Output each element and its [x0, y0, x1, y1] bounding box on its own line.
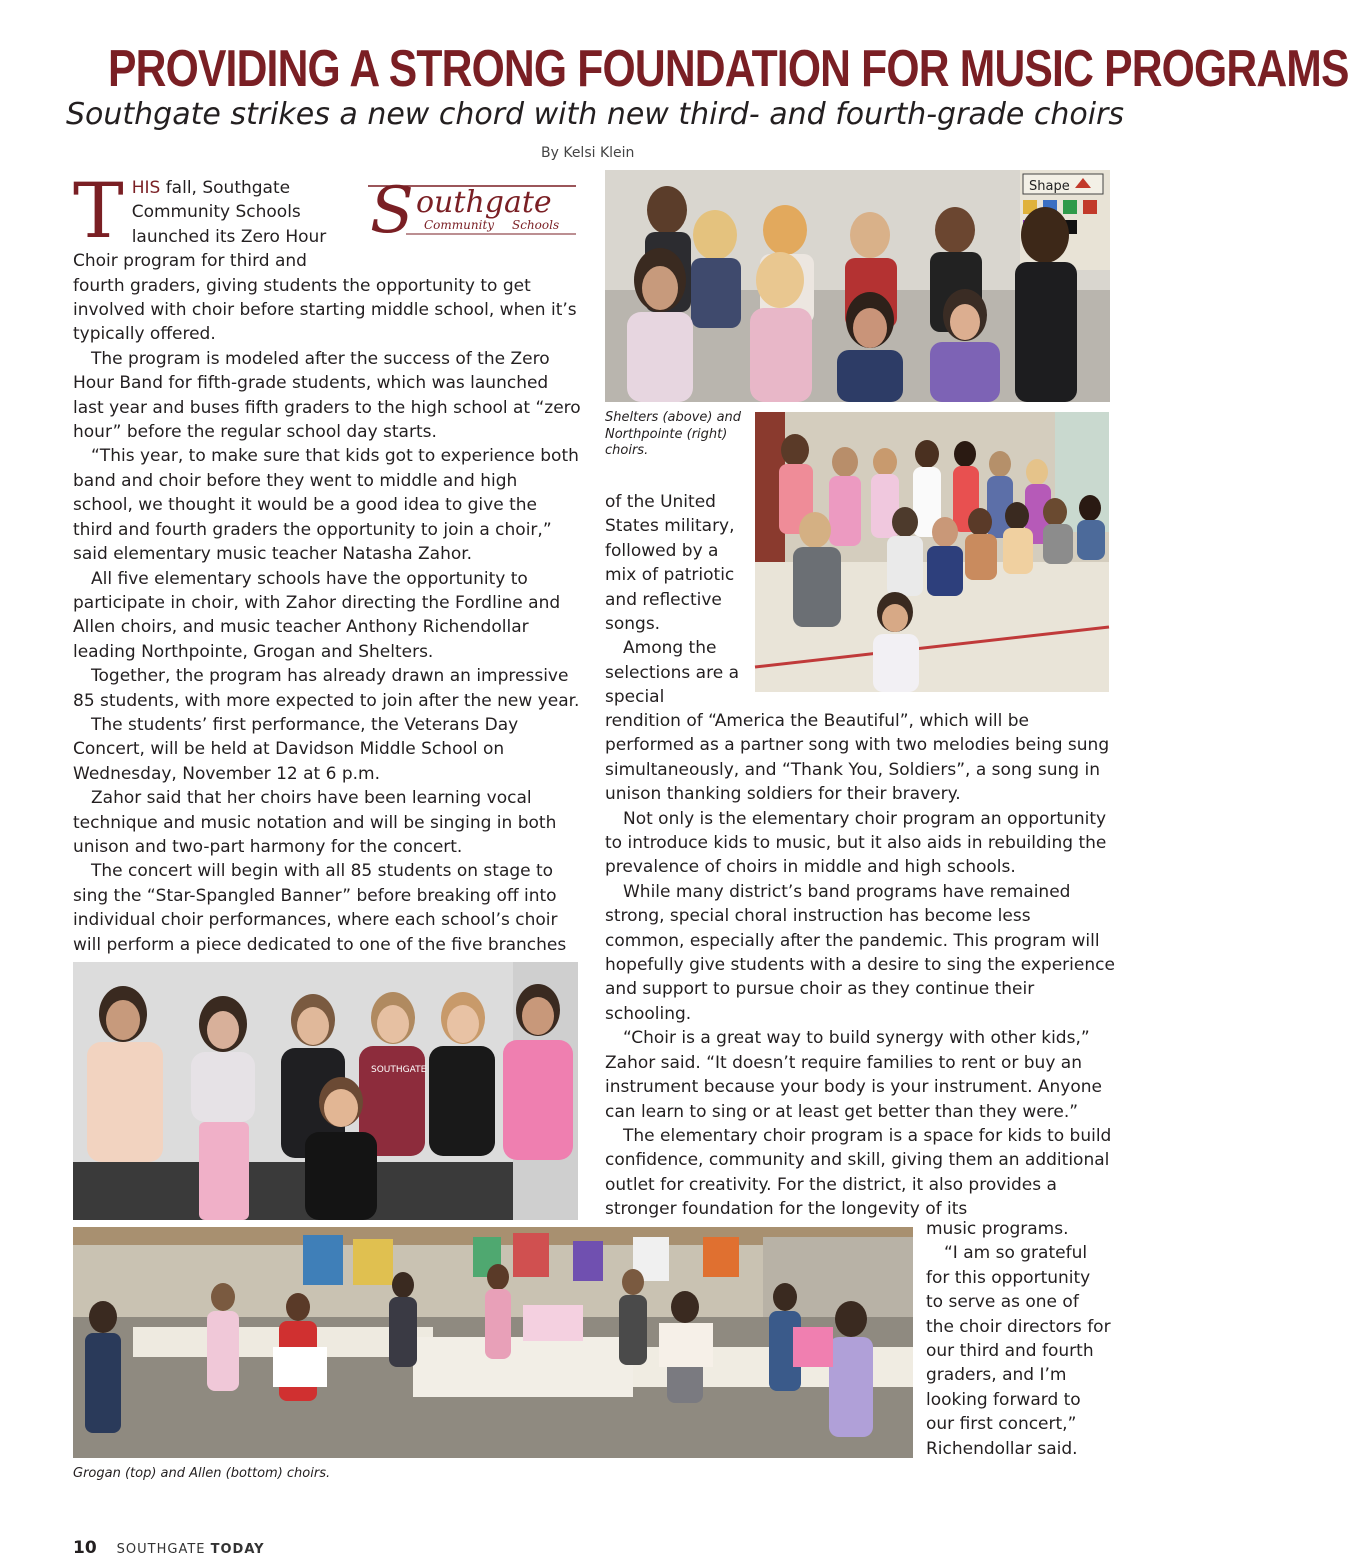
quote-line-9: Richendollar said.	[926, 1438, 1078, 1459]
intro-line-2: Community Schools	[131, 202, 301, 223]
northpointe-choir-photo	[755, 412, 1109, 692]
quote-line-8: our first concert,”	[926, 1414, 1077, 1435]
quote-line-0: music programs.	[926, 1219, 1069, 1239]
quote-line-7: looking forward to	[926, 1389, 1081, 1410]
narrow-line-8: selections are a	[605, 662, 739, 683]
intro-lead-in: HIS	[131, 178, 161, 198]
caption1-line-3: choirs.	[605, 443, 649, 458]
narrow-line-3: followed by a	[605, 540, 719, 561]
narrow-line-4: mix of patriotic	[605, 565, 735, 586]
narrow-line-2: States military,	[605, 516, 735, 537]
right-paragraph-3: While many district’s band programs have remained strong, special choral instruction has become less common, especially after the pandemic. This program will hopefully give students with a desire to sing the experience and support to pursue choir as they continue their schooling.	[605, 881, 1115, 1024]
quote-line-2: for this opportunity	[926, 1267, 1091, 1288]
right-paragraph-2: Not only is the elementary choir program an opportunity to introduce kids to music, but it also aids in rebuilding the prevalence of choirs in middle and high schools.	[605, 808, 1107, 878]
column-left	[73, 166, 581, 957]
photo-caption-grogan-allen: Grogan (top) and Allen (bottom) choirs.	[73, 1466, 331, 1481]
column-right	[605, 709, 1115, 1222]
logo-wordmark: outhgate	[416, 185, 552, 220]
caption1-line-1: Shelters (above) and	[605, 410, 742, 425]
quote-line-4: the choir directors for	[926, 1316, 1111, 1337]
narrow-line-1: of the United	[605, 492, 716, 512]
narrow-line-9: special	[605, 687, 665, 708]
classroom-sign: Shape	[1029, 179, 1070, 194]
quote-line-1: “I am so grateful	[944, 1243, 1088, 1264]
quote-line-5: our third and fourth	[926, 1341, 1094, 1362]
narrow-line-7: Among the	[623, 638, 717, 659]
narrow-line-5: and reflective	[605, 589, 722, 610]
paragraph-2: The program is modeled after the success of the Zero Hour Band for fifth-grade students, which was launched last year and buses fifth graders to the high school at “zero hour” before the regular school day starts.	[73, 348, 581, 443]
intro-line-1	[73, 176, 581, 200]
paragraph-3: “This year, to make sure that kids got to experience both band and choir before they went to middle and high school, we thought it would be a good idea to give the third and fourth graders the opportunity to join a choir,” said elementary music teacher Natasha Zahor.	[73, 446, 579, 565]
page-footer	[73, 1538, 265, 1558]
column-right-narrow	[605, 490, 753, 710]
right-paragraph-4: “Choir is a great way to build synergy with other kids,” Zahor said. “It doesn’t require families to rent or buy an instrument because your body is your instrument. Anyone can learn to sing or at least get better than they were.”	[605, 1028, 1102, 1122]
intro-line-1-text: fall, Southgate	[160, 178, 291, 198]
deck-subtitle: Southgate strikes a new chord with new third- and fourth-grade choirs	[65, 97, 1125, 132]
narrow-line-6: songs.	[605, 614, 661, 635]
paragraph-7: Zahor said that her choirs have been learning vocal technique and music notation and will be singing in both unison and two-part harmony for the concert.	[73, 788, 557, 857]
photo-caption-shelters-northpointe	[605, 410, 753, 460]
logo-sub-community: Community	[424, 218, 495, 232]
magazine-name-first: SOUTHGATE	[116, 1542, 206, 1557]
shirt-text: SOUTHGATE	[371, 1065, 427, 1075]
intro-line-4: Choir program for third and	[73, 251, 307, 272]
drop-cap: T	[73, 166, 124, 255]
grogan-choir-photo	[73, 962, 578, 1220]
intro-line-3: launched its Zero Hour	[131, 226, 327, 247]
paragraph-6: The students’ first performance, the Veterans Day Concert, will be held at Davidson Middle School on Wednesday, November 12 at 6 p.m.	[73, 714, 519, 784]
magazine-name	[117, 1542, 265, 1557]
logo-sub-schools: Schools	[512, 218, 560, 232]
headline: PROVIDING A STRONG FOUNDATION FOR MUSIC PROGRAMS	[108, 40, 1349, 98]
magazine-name-second: TODAY	[210, 1542, 265, 1557]
byline: By Kelsi Klein	[541, 145, 635, 161]
paragraph-5: Together, the program has already drawn an impressive 85 students, with more expected to join after the new year.	[73, 666, 580, 711]
quote-line-6: graders, and I’m	[926, 1365, 1067, 1386]
paragraph-4: All five elementary schools have the opportunity to participate in choir, with Zahor directing the Fordline and Allen choirs, and music teacher Anthony Richendollar leading Northpointe, Grogan and Shelters.	[73, 568, 561, 662]
column-right-quote	[926, 1217, 1126, 1461]
quote-line-3: to serve as one of	[926, 1292, 1079, 1313]
allen-choir-photo	[73, 1227, 913, 1458]
shelters-choir-photo	[605, 170, 1110, 402]
paragraph-8: The concert will begin with all 85 students on stage to sing the “Star-Spangled Banner” before breaking off into individual choir performances, where each school’s choir will perform a piece dedicated to one of the five branches	[73, 861, 567, 955]
paragraph-1: fourth graders, giving students the opportunity to get involved with choir before starting middle school, when it’s typically offered.	[73, 275, 577, 345]
logo-initial: S	[370, 174, 414, 248]
page-number: 10	[73, 1538, 97, 1558]
right-paragraph-1: rendition of “America the Beautiful”, which will be performed as a partner song with two melodies being sung simultaneously, and “Thank You, Soldiers”, a song sung in unison thanking soldiers for their bravery.	[605, 711, 1110, 805]
right-paragraph-5: The elementary choir program is a space for kids to build confidence, community and skill, giving them an additional outlet for creativity. For the district, it also provides a stronger foundation for the longevity of its	[605, 1125, 1112, 1220]
caption1-line-2: Northpointe (right)	[605, 426, 728, 442]
